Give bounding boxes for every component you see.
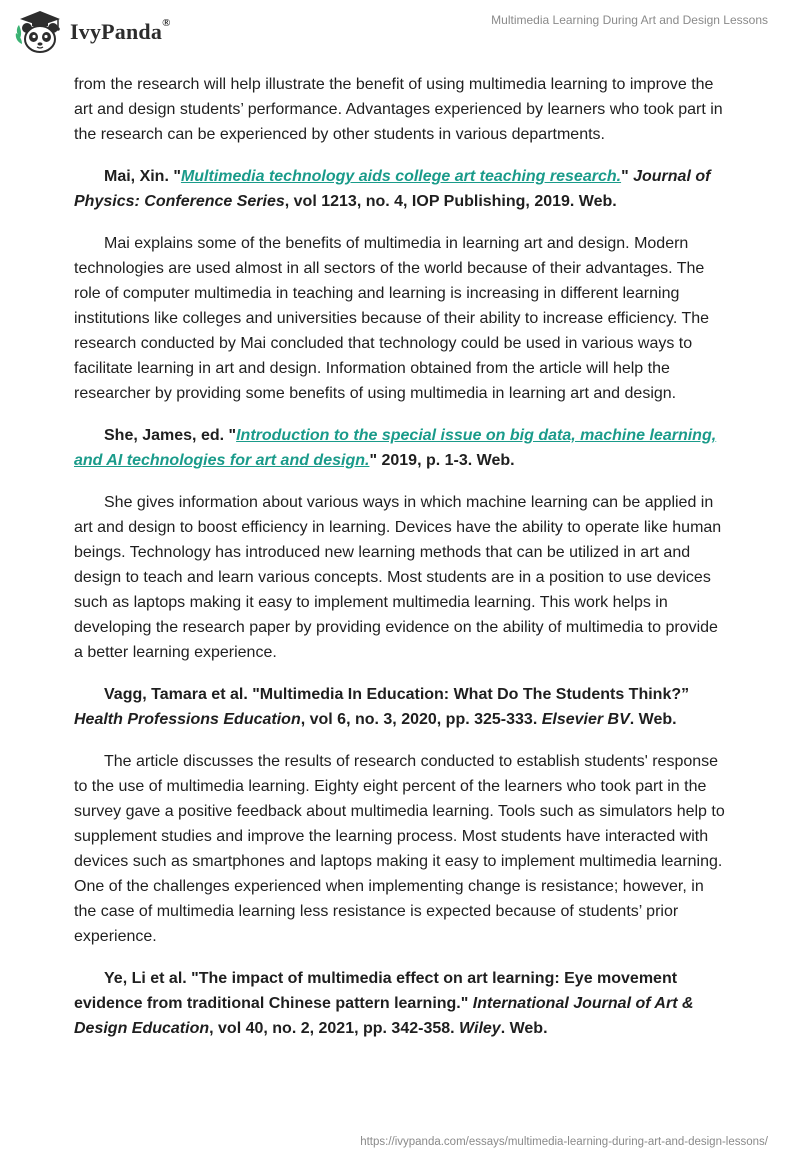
page-header xyxy=(0,0,800,64)
reference-link-mai[interactable]: Multimedia technology aids college art teaching research. xyxy=(180,168,622,185)
annotation-vagg: The article discusses the results of research conducted to establish students' response to the use of multimedia learning. Eighty eight percent of the learners who took part in the survey gave a positive feedback about multimedia learning. Tools such as simulators help to supplement studies and improve the learning process. Most students have interacted with devices such as smartphones and laptops making it easy to implement multimedia learning. One of the challenges experienced when implementing change is resistance; however, in the case of multimedia learning less resistance is expected because of students’ prior experience. xyxy=(74,753,725,945)
reference-mai: Mai, Xin. "Multimedia technology aids college art teaching research." Journal of Physics: Conference Series, vol 1213, no. 4, IOP Publishing, 2019. Web. xyxy=(74,168,711,210)
page-url: https://ivypanda.com/essays/multimedia-learning-during-art-and-design-lessons/ xyxy=(360,1136,768,1148)
essay-content xyxy=(74,72,726,1058)
annotation-mai: Mai explains some of the benefits of multimedia in learning art and design. Modern technologies are used almost in all sectors of the world because of their advantages. The role of computer multimedia in teaching and learning is increasing in different learning institutions like colleges and universities because of their ability to increase efficiency. The research conducted by Mai concluded that technology could be used in various ways to facilitate learning in art and design. Information obtained from the article will help the researcher by providing some benefits of using multimedia in learning art and design. xyxy=(74,235,710,402)
reference-vagg: Vagg, Tamara et al. "Multimedia In Education: What Do The Students Think?” Health Professions Education, vol 6, no. 3, 2020, pp. 325-333. Elsevier BV. Web. xyxy=(74,686,690,728)
intro-paragraph: from the research will help illustrate the benefit of using multimedia learning to improve the art and design students’ performance. Advantages experienced by learners who took part in the research can be experienced by other students in various departments. xyxy=(74,76,723,143)
ivypanda-logo[interactable] xyxy=(14,8,171,56)
reference-she: She, James, ed. "Introduction to the special issue on big data, machine learning, and AI technologies for art and design." 2019, p. 1-3. Web. xyxy=(74,427,717,469)
reference-ye: Ye, Li et al. "The impact of multimedia effect on art learning: Eye movement evidence from traditional Chinese pattern learning." International Journal of Art & Design Education, vol 40, no. 2, 2021, pp. 342-358. Wiley. Web. xyxy=(74,970,694,1037)
reference-link-she[interactable]: Introduction to the special issue on big data, machine learning, and AI technologies for art and design. xyxy=(74,427,717,469)
brand-name: IvyPanda® xyxy=(70,17,171,44)
annotation-she: She gives information about various ways in which machine learning can be applied in art and design to boost efficiency in learning. Devices have the ability to operate like human beings. Technology has introduced new learning methods that can be utilized in art and design to teach and learn various concepts. Most students are in a position to use devices such as laptops making it easy to implement multimedia learning. This work helps in developing the research paper by providing evidence on the ability of multimedia to provide a better learning experience. xyxy=(74,494,722,661)
panda-graduate-icon xyxy=(14,8,66,56)
document-title: Multimedia Learning During Art and Design Lessons xyxy=(491,13,768,27)
